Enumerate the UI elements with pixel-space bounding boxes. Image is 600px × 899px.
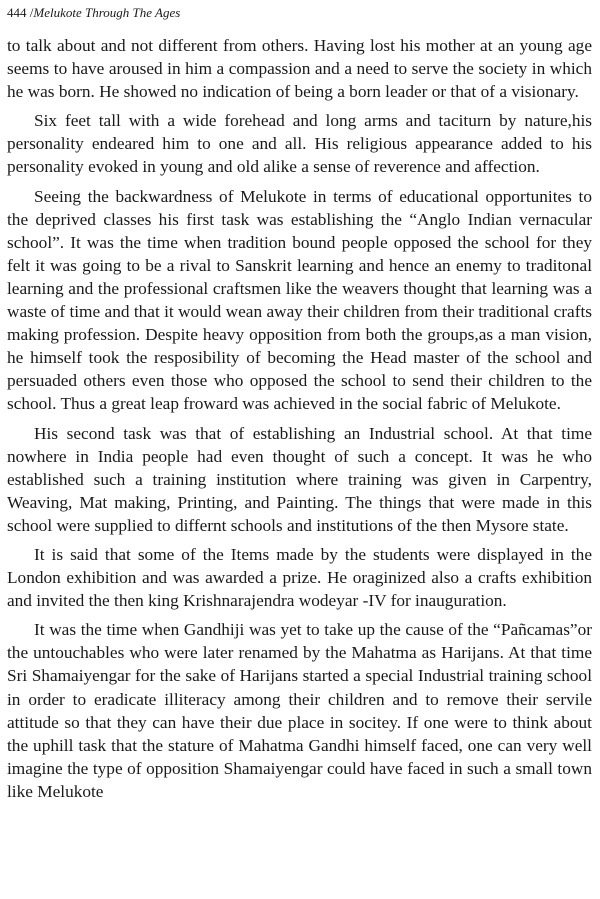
book-title: Melukote Through The Ages (33, 5, 181, 20)
page-number: 444 (7, 5, 27, 20)
paragraph-appearance: Six feet tall with a wide forehead and long arms and taciturn by nature,his personality endeared him to one and all. His religious appearance added to his personality evoked in young and old alike a sense of reverence and affection. (7, 111, 592, 177)
running-header (7, 4, 592, 22)
paragraph-continued: to talk about and not different from others. Having lost his mother at an young age seems to have aroused in him a compassion and a need to serve the society in which he was born. He showed no indication of being a born leader or that of a visionary. (7, 36, 592, 102)
paragraph-anglo-indian-school: Seeing the backwardness of Melukote in terms of educational opportunites to the deprived classes his first task was establishing the “Anglo Indian vernacular school”. It was the time when tradition bound people opposed the school for they felt it was going to be a rival to Sanskrit learning and hence an enemy to traditonal learning and the professional craftsmen like the weavers thought that learning was a waste of time and that it would wean away their children from their traditional crafts making profession. Despite heavy opposition from both the groups,as a man vision, he himself took the resposibility of becoming the Head master of the school and persuaded others even those who opposed the school to send their children to the school. Thus a great leap froward was achieved in the social fabric of Melukote. (7, 186, 592, 414)
header-separator: / (26, 5, 34, 20)
paragraph-harijans: It was the time when Gandhiji was yet to take up the cause of the “Pañcamas”or the untouchables who were later renamed by the Mahatma as Harijans. At that time Sri Shamaiyengar for the sake of Harijans started a special Industrial training school in order to eradicate illiteracy among their children and to remove their servile attitude so that they can have their due place in socitey. If one were to think about the uphill task that the stature of Mahatma Gandhi himself faced, one can very well imagine the type of opposition Shamaiyengar could have faced in such a small town like Melukote (7, 620, 592, 801)
paragraph-industrial-school: His second task was that of establishing an Industrial school. At that time nowhere in India people had even thought of such a concept. It was he who established such a training institution where training was given in Carpentry, Weaving, Mat making, Printing, and Painting. The things that were made in this school were supplied to differnt schools and institutions of the then Mysore state. (7, 423, 592, 535)
paragraph-london-exhibition: It is said that some of the Items made by the students were displayed in the London exhibition and was awarded a prize. He oraginized also a crafts exhibition and invited the then king Krishnarajendra wodeyar -IV for inauguration. (7, 544, 592, 611)
